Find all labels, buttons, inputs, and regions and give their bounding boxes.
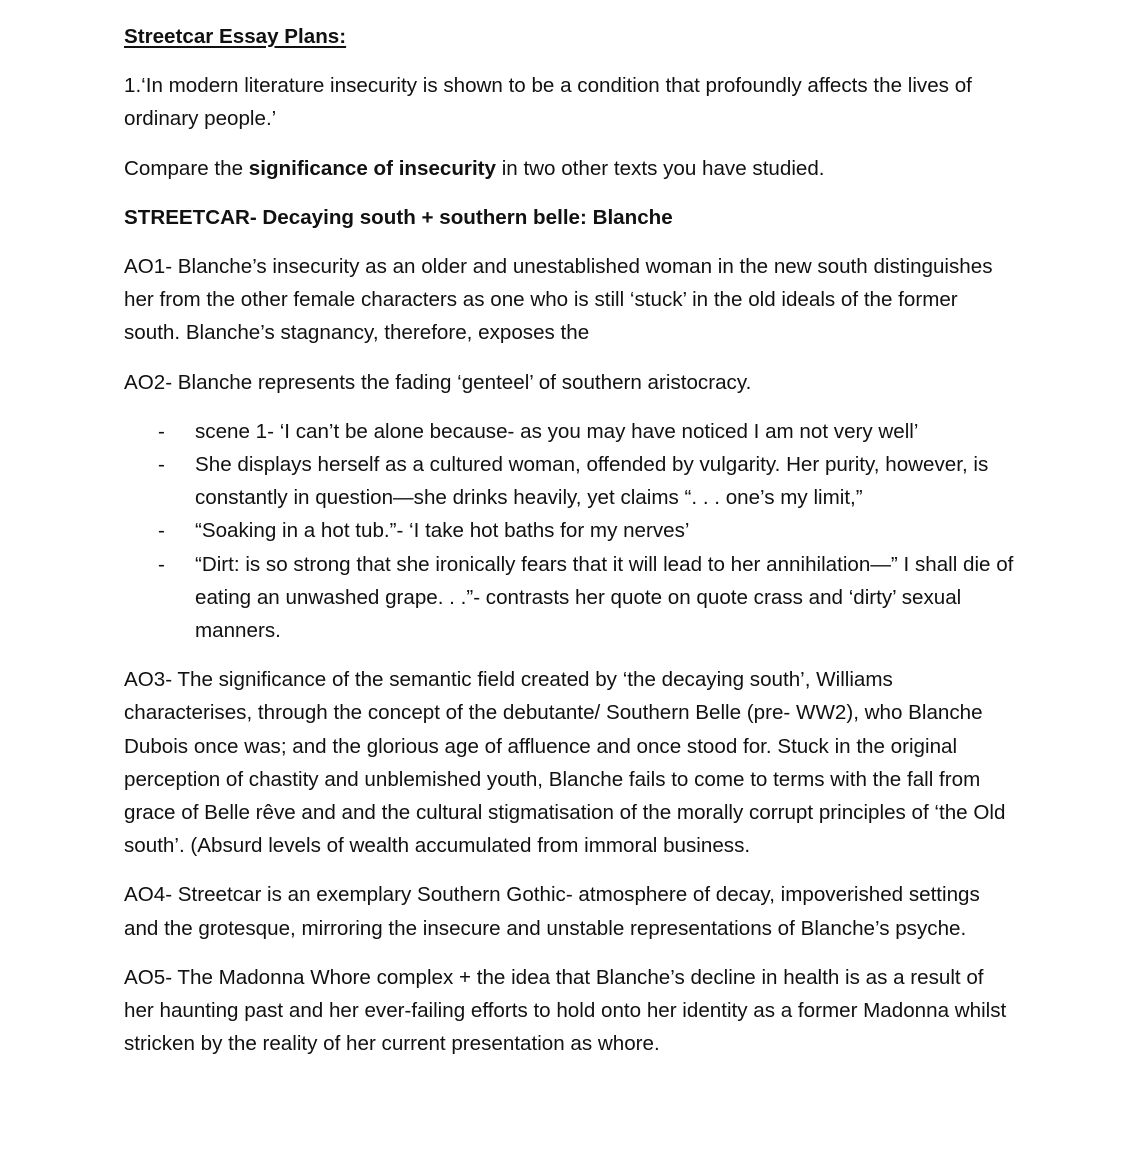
instruction-bold-phrase: significance of insecurity — [248, 156, 496, 180]
document-page — [124, 20, 1014, 1076]
instruction-text-start: Compare the — [124, 156, 249, 180]
list-item — [124, 448, 1014, 514]
bullet-dash: - — [158, 419, 165, 443]
list-item — [124, 514, 1014, 547]
bullet-dash: - — [158, 453, 165, 477]
document-title: Streetcar Essay Plans: — [124, 25, 347, 48]
list-item — [124, 415, 1014, 448]
section-heading: STREETCAR- Decaying south + southern belle: Blanche — [124, 205, 673, 229]
ao1-paragraph: AO1- Blanche’s insecurity as an older and unestablished woman in the new south distinguishes her from the other female characters as one who is still ‘stuck’ in the old ideals of the former south. Blanche’s stagnancy, therefore, exposes the — [124, 255, 993, 345]
ao2-bullet-list — [124, 415, 1014, 647]
essay-question-instruction — [124, 152, 1014, 185]
list-item-text: She displays herself as a cultured woman, offended by vulgarity. Her purity, however, is constantly in question—she drinks heavily, yet claims “. . . one’s my limit,” — [195, 453, 989, 510]
list-item-text: scene 1- ‘I can’t be alone because- as you may have noticed I am not very well’ — [195, 419, 919, 443]
ao4-paragraph: AO4- Streetcar is an exemplary Southern Gothic- atmosphere of decay, impoverished settings and the grotesque, mirroring the insecure and unstable representations of Blanche’s psyche. — [124, 883, 980, 940]
instruction-text-end: in two other texts you have studied. — [495, 156, 825, 180]
bullet-dash: - — [158, 519, 165, 543]
bullet-dash: - — [158, 552, 165, 576]
ao5-paragraph: AO5- The Madonna Whore complex + the idea that Blanche’s decline in health is as a result of her haunting past and her ever-failing efforts to hold onto her identity as a former Madonna whilst stricken by the reality of her current presentation as whore. — [124, 965, 1007, 1056]
essay-question-quote: 1.‘In modern literature insecurity is shown to be a condition that profoundly affects the lives of ordinary people.’ — [124, 74, 972, 131]
ao3-paragraph: AO3- The significance of the semantic field created by ‘the decaying south’, Williams characterises, through the concept of the debutante/ Southern Belle (pre- WW2), who Blanche Dubois once was; and the glorious age of affluence and once stood for. Stuck in the original perception of chastity and unblemished youth, Blanche fails to come to terms with the fall from grace of Belle rêve and and the cultural stigmatisation of the morally corrupt principles of ‘the Old south’. (Absurd levels of wealth accumulated from immoral business. — [124, 668, 1006, 858]
ao2-paragraph: AO2- Blanche represents the fading ‘genteel’ of southern aristocracy. — [124, 370, 752, 394]
list-item-text: “Soaking in a hot tub.”- ‘I take hot baths for my nerves’ — [195, 519, 690, 543]
list-item — [124, 548, 1014, 648]
list-item-text: “Dirt: is so strong that she ironically fears that it will lead to her annihilation—” I shall die of eating an unwashed grape. . .”- contrasts her quote on quote crass and ‘dirty’ sexual manners. — [195, 552, 1014, 643]
